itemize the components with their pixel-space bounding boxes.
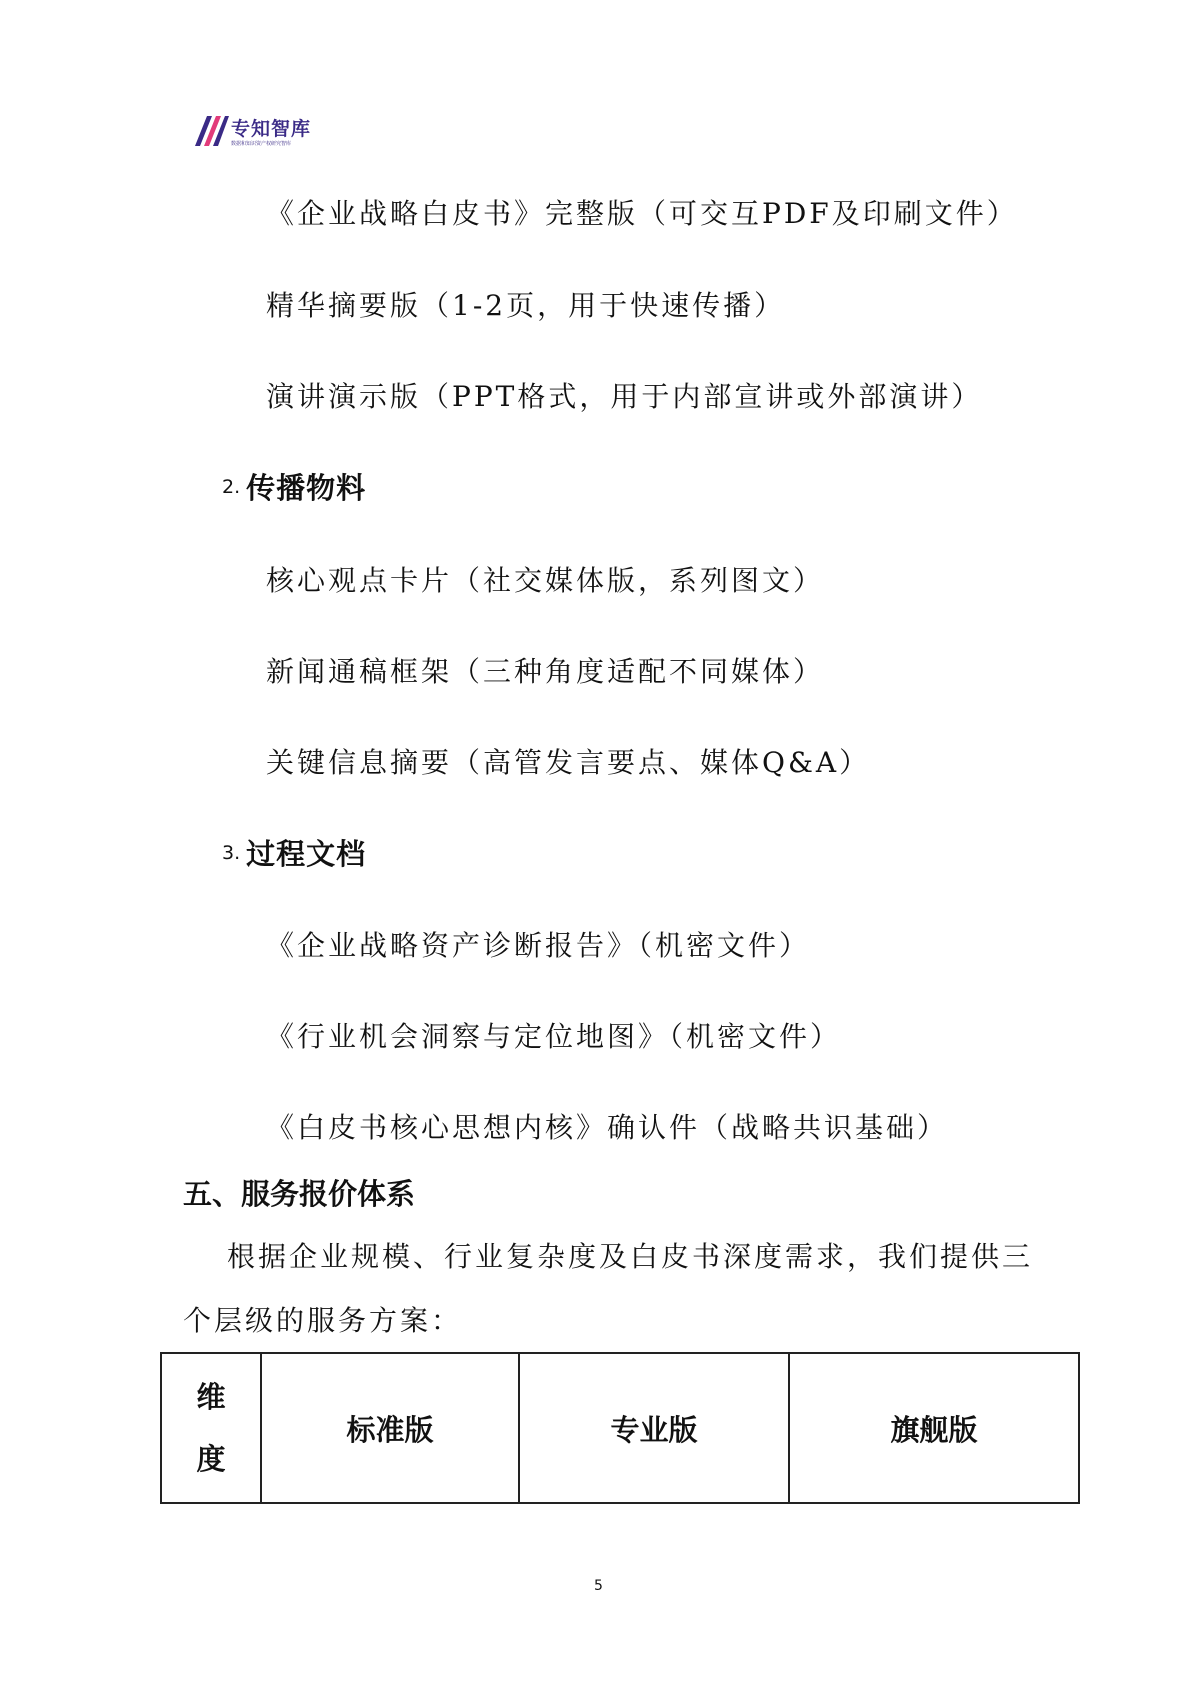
subsection-heading — [222, 832, 366, 873]
deliverable-item: 关键信息摘要（高管发言要点、媒体Q&A） — [266, 746, 871, 779]
logo — [193, 112, 333, 152]
logo-title: 专知智库 — [231, 118, 312, 140]
standard-header-cell: 标准版 — [262, 1354, 520, 1502]
professional-header-cell: 专业版 — [520, 1354, 790, 1502]
flagship-header-cell: 旗舰版 — [890, 1412, 978, 1447]
subsection-heading — [222, 466, 366, 507]
logo-mark-icon — [193, 112, 229, 148]
subsection-title: 过程文档 — [246, 837, 367, 871]
dimension-label-top: 维 — [196, 1380, 226, 1414]
deliverable-item: 演讲演示版（PPT格式，用于内部宣讲或外部演讲） — [266, 380, 983, 413]
deliverable-item: 新闻通稿框架（三种角度适配不同媒体） — [266, 655, 825, 688]
subsection-number: 2. — [222, 475, 241, 498]
deliverable-item: 《白皮书核心思想内核》确认件（战略共识基础） — [266, 1111, 949, 1144]
section-intro: 根据企业规模、行业复杂度及白皮书深度需求，我们提供三个层级的服务方案： — [183, 1240, 1034, 1337]
page-number: 5 — [594, 1578, 603, 1594]
deliverable-item: 核心观点卡片（社交媒体版，系列图文） — [266, 564, 825, 597]
pricing-table — [160, 1352, 1080, 1504]
deliverable-item: 《企业战略资产诊断报告》（机密文件） — [266, 929, 811, 962]
dimension-header-cell — [162, 1354, 262, 1502]
logo-subtitle: 数据和知识资产权研究智库 — [231, 141, 292, 147]
subsection-number: 3. — [222, 841, 241, 864]
subsection-title: 传播物料 — [246, 471, 367, 505]
section-title: 五、服务报价体系 — [183, 1177, 416, 1211]
deliverable-item: 《企业战略白皮书》完整版（可交互PDF及印刷文件） — [266, 197, 1018, 230]
deliverable-item: 精华摘要版（1-2页，用于快速传播） — [266, 289, 786, 322]
dimension-label-bottom: 度 — [196, 1442, 226, 1476]
deliverable-item: 《行业机会洞察与定位地图》（机密文件） — [266, 1020, 842, 1053]
